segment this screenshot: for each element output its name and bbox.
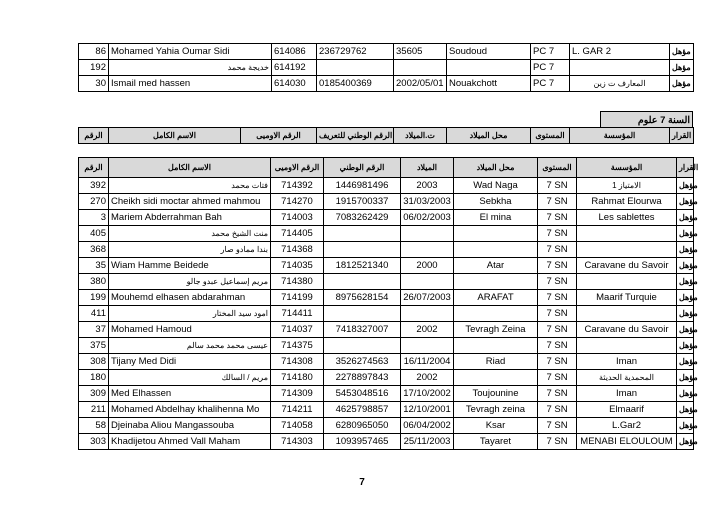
table-row [79,274,694,290]
section-header-table [78,127,694,144]
cell-matricule: 714405 [271,226,324,242]
cell-name: Mohamed Abdelhay khalihenna Mo [109,402,271,418]
table-row [79,226,694,242]
cell-nni: 4625798857 [324,402,401,418]
main-header-name: الاسم الكامل [109,158,271,178]
cell-num: 380 [79,274,109,290]
cell-school [577,242,677,258]
cell-name: Med Elhassen [109,386,271,402]
cell-school: Caravane du Savoir [577,258,677,274]
cell-name: Khadijetou Ahmed Vall Maham [109,434,271,450]
cell-matricule: 714037 [271,322,324,338]
cell-school: Iman [577,386,677,402]
cell-school: L. GAR 2 [570,44,670,60]
table-row [79,338,694,354]
cell-level: PC 7 [531,60,570,76]
cell-birth-place [447,60,531,76]
cell-level: PC 7 [531,44,570,60]
cell-birth-place: Sebkha [454,194,538,210]
cell-birth-place: Toujounine [454,386,538,402]
cell-num: 192 [79,60,109,76]
main-header-num: الرقم [79,158,109,178]
cell-num: 375 [79,338,109,354]
students-table [78,157,699,450]
header-num: الرقم [79,128,109,144]
cell-name: Mariem Abderrahman Bah [109,210,271,226]
cell-matricule: 714309 [271,386,324,402]
header-birth-place: محل الميلاد [447,128,531,144]
cell-nni: 1093957465 [324,434,401,450]
cell-num: 211 [79,402,109,418]
cell-birth-date: 2002 [401,322,454,338]
cell-school: المعارف ت زين [570,76,670,92]
main-header-school: المؤسسة [577,158,677,178]
cell-level: 7 SN [538,418,577,434]
cell-name: عيسى محمد محمد سالم [109,338,271,354]
cell-nni: 7418327007 [324,322,401,338]
cell-decision: مؤهل [677,338,694,354]
main-header-birth-place: محل الميلاد [454,158,538,178]
cell-decision: مؤهل [677,194,694,210]
table-row [79,44,694,60]
cell-level: 7 SN [538,338,577,354]
cell-num: 30 [79,76,109,92]
cell-num: 180 [79,370,109,386]
table-row [79,386,694,402]
table-row [79,354,694,370]
cell-num: 411 [79,306,109,322]
cell-nni: 3526274563 [324,354,401,370]
cell-matricule: 714303 [271,434,324,450]
cell-level: 7 SN [538,322,577,338]
main-header-nni: الرقم الوطني [324,158,401,178]
cell-decision: مؤهل [677,370,694,386]
header-birth-date: ت.الميلاد [394,128,447,144]
cell-level: 7 SN [538,434,577,450]
header-level: المستوى [531,128,570,144]
cell-level: 7 SN [538,226,577,242]
cell-matricule: 614086 [272,44,317,60]
cell-birth-place: Wad Naga [454,178,538,194]
header-matricule: الرقم الاوميى [241,128,317,144]
cell-decision: مؤهل [670,44,694,60]
cell-level: 7 SN [538,370,577,386]
cell-matricule: 714270 [271,194,324,210]
cell-decision: مؤهل [677,258,694,274]
cell-birth-date: 17/10/2002 [401,386,454,402]
cell-matricule: 714368 [271,242,324,258]
cell-birth-place: El mina [454,210,538,226]
cell-num: 58 [79,418,109,434]
table-row [79,210,694,226]
cell-birth-place [454,226,538,242]
cell-birth-date: 25/11/2003 [401,434,454,450]
cell-nni [324,274,401,290]
cell-birth-date: 2003 [401,178,454,194]
cell-school: الامتياز 1 [577,178,677,194]
cell-decision: مؤهل [677,226,694,242]
cell-num: 303 [79,434,109,450]
previous-section-table [78,43,694,92]
cell-num: 392 [79,178,109,194]
table-row [79,76,694,92]
cell-name: منت الشيخ محمد [109,226,271,242]
cell-name: بندا ممادو صار [109,242,271,258]
table-row [79,194,694,210]
cell-birth-date: 26/07/2003 [401,290,454,306]
main-header-level: المستوى [538,158,577,178]
cell-birth-place: Ksar [454,418,538,434]
table-row [79,242,694,258]
cell-school: Les sablettes [577,210,677,226]
cell-level: 7 SN [538,258,577,274]
cell-decision: مؤهل [677,402,694,418]
cell-num: 199 [79,290,109,306]
cell-name: Djeinaba Aliou Mangassouba [109,418,271,434]
cell-level: 7 SN [538,178,577,194]
cell-level: 7 SN [538,402,577,418]
cell-nni: 5453048516 [324,386,401,402]
cell-name: Cheikh sidi moctar ahmed mahmou [109,194,271,210]
table-row [79,370,694,386]
cell-level: 7 SN [538,210,577,226]
cell-decision: مؤهل [677,274,694,290]
cell-birth-place: Tevragh Zeina [454,322,538,338]
cell-school: المحمدية الحديثة [577,370,677,386]
table-row [79,178,694,194]
cell-decision: مؤهل [677,306,694,322]
table-row [79,434,694,450]
cell-decision: مؤهل [677,418,694,434]
cell-decision: مؤهل [670,76,694,92]
cell-nni: 236729762 [317,44,394,60]
cell-nni: 0185400369 [317,76,394,92]
cell-birth-date: 16/11/2004 [401,354,454,370]
cell-decision: مؤهل [677,386,694,402]
cell-school: Caravane du Savoir [577,322,677,338]
cell-num: 368 [79,242,109,258]
page-number: 7 [359,477,365,488]
cell-level: PC 7 [531,76,570,92]
cell-num: 405 [79,226,109,242]
header-name: الاسم الكامل [109,128,241,144]
cell-num: 309 [79,386,109,402]
cell-birth-date [394,60,447,76]
cell-decision: مؤهل [677,210,694,226]
cell-birth-place [454,338,538,354]
cell-matricule: 714211 [271,402,324,418]
cell-birth-place: Tayaret [454,434,538,450]
cell-nni: 8975628154 [324,290,401,306]
main-header-birth-date: الميلاد [401,158,454,178]
cell-matricule: 714375 [271,338,324,354]
cell-nni: 1915700337 [324,194,401,210]
cell-birth-date [401,226,454,242]
header-decision: القرار [670,128,694,144]
cell-matricule: 614192 [272,60,317,76]
cell-name: Ismail med hassen [109,76,272,92]
cell-num: 86 [79,44,109,60]
cell-birth-date: 35605 [394,44,447,60]
cell-nni: 7083262429 [324,210,401,226]
cell-name: Mohamed Yahia Oumar Sidi [109,44,272,60]
cell-nni [324,306,401,322]
cell-name: Mohamed Hamoud [109,322,271,338]
cell-birth-date: 2002 [401,370,454,386]
cell-decision: مؤهل [677,290,694,306]
cell-birth-place: Tevragh zeina [454,402,538,418]
cell-school: Maarif Turquie [577,290,677,306]
cell-birth-place: ARAFAT [454,290,538,306]
table-row [79,306,694,322]
cell-decision: مؤهل [677,242,694,258]
cell-matricule: 614030 [272,76,317,92]
cell-matricule: 714035 [271,258,324,274]
cell-birth-place: Nouakchott [447,76,531,92]
cell-birth-place [454,306,538,322]
cell-num: 35 [79,258,109,274]
cell-matricule: 714003 [271,210,324,226]
cell-nni: 1812521340 [324,258,401,274]
cell-matricule: 714411 [271,306,324,322]
cell-matricule: 714058 [271,418,324,434]
cell-level: 7 SN [538,290,577,306]
cell-birth-place [454,274,538,290]
cell-name: خديجة محمد [109,60,272,76]
cell-level: 7 SN [538,242,577,258]
cell-num: 308 [79,354,109,370]
cell-birth-date: 31/03/2003 [401,194,454,210]
cell-birth-date [401,338,454,354]
cell-num: 270 [79,194,109,210]
table-row [79,60,694,76]
cell-birth-date: 06/04/2002 [401,418,454,434]
cell-decision: مؤهل [677,322,694,338]
cell-birth-place [454,242,538,258]
cell-birth-place: Soudoud [447,44,531,60]
cell-school: L.Gar2 [577,418,677,434]
cell-school [570,60,670,76]
table-row [79,402,694,418]
table-row [79,290,694,306]
cell-school: Iman [577,354,677,370]
cell-decision: مؤهل [670,60,694,76]
cell-school: MENABI ELOULOUM [577,434,677,450]
table-row [79,322,694,338]
cell-birth-date: 06/02/2003 [401,210,454,226]
cell-birth-date: 12/10/2001 [401,402,454,418]
cell-birth-place: Riad [454,354,538,370]
cell-school: Elmaarif [577,402,677,418]
cell-decision: مؤهل [677,178,694,194]
cell-birth-place: Atar [454,258,538,274]
cell-school [577,338,677,354]
cell-nni: 1446981496 [324,178,401,194]
cell-nni: 6280965050 [324,418,401,434]
cell-birth-date [401,242,454,258]
cell-name: امود سيد المختار [109,306,271,322]
cell-name: Tijany Med Didi [109,354,271,370]
header-school: المؤسسة [570,128,670,144]
cell-decision: مؤهل [677,354,694,370]
main-header-decision: القرار [677,158,694,178]
cell-matricule: 714380 [271,274,324,290]
main-header-matricule: الرقم الاوميى [271,158,324,178]
cell-matricule: 714180 [271,370,324,386]
cell-num: 3 [79,210,109,226]
section-title: السنة 7 علوم [601,112,693,130]
cell-birth-date: 2002/05/01 [394,76,447,92]
cell-school: Rahmat Elourwa [577,194,677,210]
cell-matricule: 714199 [271,290,324,306]
cell-level: 7 SN [538,354,577,370]
cell-school [577,306,677,322]
cell-name: مريم / السالك [109,370,271,386]
cell-name: فتات محمد [109,178,271,194]
cell-nni: 2278897843 [324,370,401,386]
cell-decision: مؤهل [677,434,694,450]
cell-level: 7 SN [538,386,577,402]
cell-birth-place [454,370,538,386]
cell-birth-date: 2000 [401,258,454,274]
cell-num: 37 [79,322,109,338]
cell-level: 7 SN [538,274,577,290]
table-row [79,418,694,434]
cell-school [577,226,677,242]
cell-matricule: 714308 [271,354,324,370]
cell-level: 7 SN [538,194,577,210]
cell-nni [317,60,394,76]
cell-nni [324,226,401,242]
cell-birth-date [401,274,454,290]
cell-nni [324,338,401,354]
cell-matricule: 714392 [271,178,324,194]
cell-birth-date [401,306,454,322]
cell-name: Wiam Hamme Beidede [109,258,271,274]
cell-school [577,274,677,290]
cell-name: مريم إسماعيل عبدو جالو [109,274,271,290]
cell-name: Mouhemd elhasen abdarahman [109,290,271,306]
cell-level: 7 SN [538,306,577,322]
cell-nni [324,242,401,258]
header-nni: الرقم الوطني للتعريف [317,128,394,144]
table-row [79,258,694,274]
